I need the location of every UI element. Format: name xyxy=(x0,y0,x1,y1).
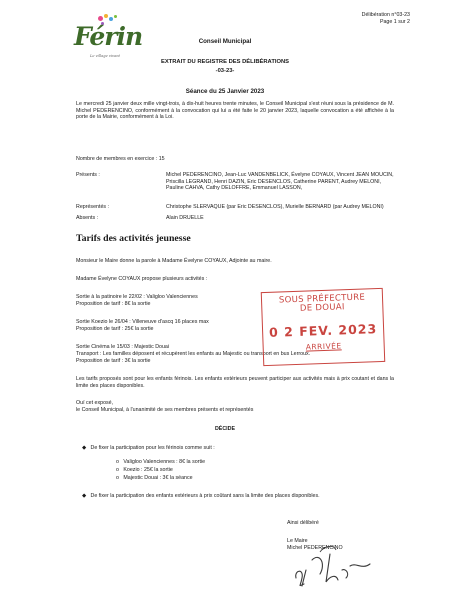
represented-list: Christophe SLERVAQUE (par Eric DESENCLOS), Murielle BERNARD (par Audrey MELONI) xyxy=(166,204,384,210)
activity-2-price: Proposition de tarif : 25€ la sortie xyxy=(76,326,154,332)
mayor-paragraph: Monsieur le Maire donne la parole à Madame Évelyne COYAUX, Adjointe au maire. xyxy=(76,258,272,264)
intro-paragraph: Le mercredi 25 janvier deux mille vingt-trois, à dix-huit heures trente minutes, le Conseil Municipal s'est réuni sous la présidence de M. Michel PEDERENCINO, conformément à la convocation qui lui a été faite le 20 janvier 2023, laquelle convocation a été affichée à la porte de la Mairie, conformément à la Loi. xyxy=(76,101,394,121)
stamp-line-1: SOUS PRÉFECTURE xyxy=(278,292,366,306)
present-label: Présents : xyxy=(76,172,100,178)
item-text: Koezio : 25€ la sortie xyxy=(123,467,173,473)
council-unanimity: le Conseil Municipal, à l'unanimité de ses membres présents et représentés xyxy=(76,407,254,413)
register-title: EXTRAIT DU REGISTRE DES DÉLIBÉRATIONS xyxy=(160,59,290,65)
present-list: Michel PEDERENCINO, Jean-Luc VANDENBELICK, Évelyne COYAUX, Vincent JEAN MOUCIN, Priscilla LEGRAND, Henri DAZIN, Eric DESENCLOS, Catherine PARENT, Audrey MELONI, Pauline CAHVA, Cathy DELOFFRE, Emmanuel LASSON, xyxy=(166,172,394,192)
present-row xyxy=(76,172,396,192)
absent-list: Alain DRUELLE xyxy=(166,215,204,221)
decision-2-text: De fixer la participation des enfants extérieurs à prix coûtant sans la limite des places disponibles. xyxy=(90,493,320,499)
signature-name: Michel PEDERENCINO xyxy=(287,545,343,551)
activity-3-price: Proposition de tarif : 3€ la sortie xyxy=(76,358,151,364)
stamp-line-2: DE DOUAI xyxy=(299,302,345,315)
having-heard: Ouï cet exposé, xyxy=(76,400,114,406)
logo-word: Férin xyxy=(74,22,143,51)
signature-title: Le Maire xyxy=(287,538,308,544)
decision-1 xyxy=(82,445,215,452)
pricing-note: Les tarifs proposés sont pour les enfants férinois. Les enfants extérieurs peuvent participer aux activités mais à prix coutant et dans la limite des places disponibles. xyxy=(76,376,394,389)
decision-1-item-1 xyxy=(116,459,205,466)
page-indicator: Page 1 sur 2 xyxy=(379,19,410,25)
circle-bullet-icon: o xyxy=(116,459,124,465)
members-count: Nombre de membres en exercice : 15 xyxy=(76,156,165,162)
decide-heading: DÉCIDE xyxy=(214,426,235,432)
decision-1-item-2 xyxy=(116,467,173,474)
activity-3-title: Sortie Cinéma le 15/03 : Majestic Douai xyxy=(76,344,170,350)
handwritten-signature xyxy=(290,540,375,588)
signature-delibere: Ainsi délibéré xyxy=(287,520,319,526)
prefecture-stamp xyxy=(261,288,386,366)
represented-row xyxy=(76,204,396,211)
deliberation-number: -03-23- xyxy=(215,68,235,74)
proposal-intro: Madame Évelyne COYAUX propose plusieurs activités : xyxy=(76,276,208,282)
circle-bullet-icon: o xyxy=(116,467,124,473)
absent-label: Absents : xyxy=(76,215,99,221)
activity-3-transport: Transport : Les familles déposent et récupèrent les enfants au Majestic ou transport en bus Lerroux. xyxy=(76,351,311,357)
decision-1-text: De fixer la participation pour les férinois comme suit : xyxy=(90,445,215,451)
absent-row xyxy=(76,215,396,222)
activity-1-title: Sortie à la patinoire le 22/02 : Valigloo Valenciennes xyxy=(76,294,198,300)
bullet-icon: ◆ xyxy=(82,445,91,451)
logo-tagline: Le village vivant xyxy=(90,54,120,58)
organization-title: Conseil Municipal xyxy=(198,38,252,45)
activity-1-price: Proposition de tarif : 8€ la sortie xyxy=(76,301,151,307)
bullet-icon: ◆ xyxy=(82,493,91,499)
session-date: Séance du 25 Janvier 2023 xyxy=(185,88,265,95)
deliberation-reference: Délibération n°03-23 xyxy=(361,12,410,18)
section-title: Tarifs des activités jeunesse xyxy=(76,233,191,244)
stamp-received: ARRIVÉE xyxy=(305,341,342,352)
item-text: Valigloo Valenciennes : 8€ la sortie xyxy=(123,459,206,465)
stamp-date: 0 2 FEV. 2023 xyxy=(268,320,378,340)
activity-2-title: Sortie Koezio le 26/04 : Villeneuve d'ascq 16 places max xyxy=(76,319,209,325)
decision-1-item-3 xyxy=(116,475,193,482)
circle-bullet-icon: o xyxy=(116,475,124,481)
represented-label: Représentés : xyxy=(76,204,109,210)
decision-2 xyxy=(82,493,402,500)
item-text: Majestic Douai : 3€ la séance xyxy=(123,475,193,481)
